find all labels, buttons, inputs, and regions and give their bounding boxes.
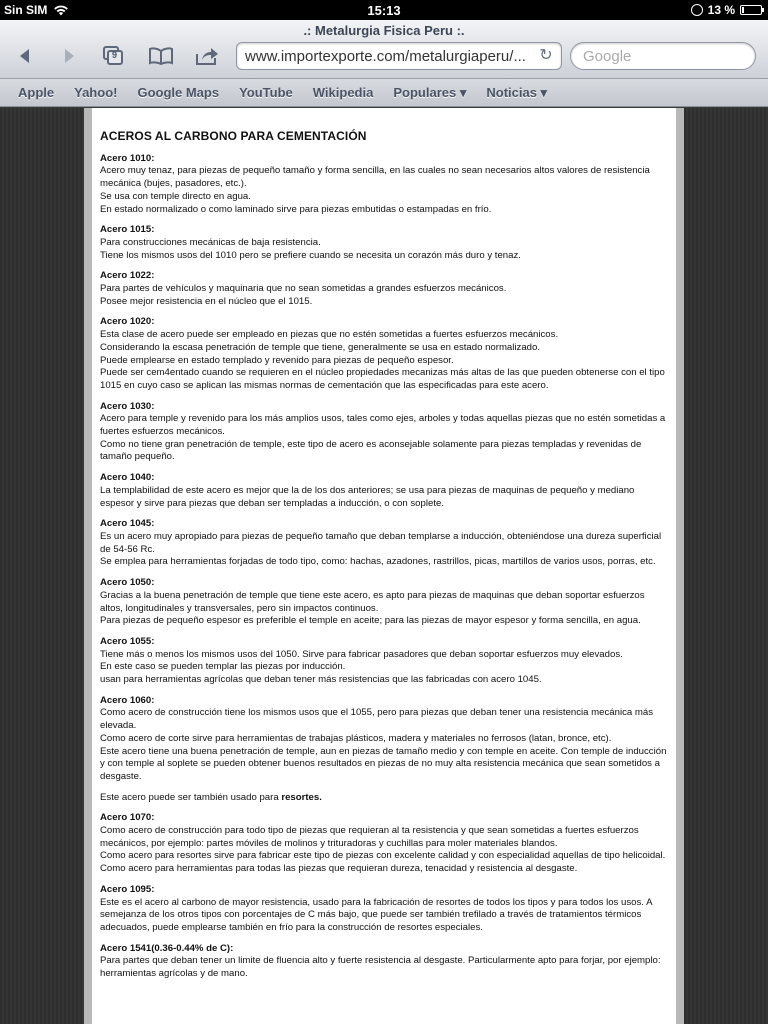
section-paragraph: Esta clase de acero puede ser empleado en piezas que no estén sometidas a fuertes esfuerzos mecánicos.	[100, 329, 559, 341]
article-section	[100, 812, 670, 876]
bookmark-apple[interactable]: Apple	[18, 85, 55, 100]
section-paragraph: En estado normalizado o como laminado sirve para piezas embutidas o estampadas en frío.	[100, 203, 492, 215]
section-heading: Acero 1045:	[100, 518, 155, 530]
note-emphasis: resortes.	[281, 791, 322, 803]
section-heading: Acero 1095:	[100, 883, 155, 895]
section-heading: Acero 1030:	[100, 400, 155, 412]
article-section	[100, 518, 670, 569]
article-section	[100, 224, 670, 262]
section-paragraph: Como no tiene gran penetración de temple, este tipo de acero es aconsejable solamente para piezas templadas y revenidas de tamaño pequeño.	[100, 438, 642, 463]
carrier-label: Sin SIM	[4, 3, 48, 17]
tabs-button[interactable]	[98, 44, 128, 68]
section-paragraph: Como acero para resortes sirve para fabricar este tipo de piezas con excelente calidad y con especialidad aquellas de tipo helicoidal.	[100, 850, 666, 862]
section-paragraph: Puede emplearse en estado templado y revenido para piezas de pequeño espesor.	[100, 354, 454, 366]
section-paragraph: Este acero tiene una buena penetración de temple, aun en piezas de tamaño medio y con temple en aceite. Con temple de inducción y con temple al soplete se pueden obtener buenos resultados en piezas de no muy alta resistencia mecánica que sean sometidos a desgaste.	[100, 745, 667, 782]
section-heading: Acero 1050:	[100, 577, 155, 589]
web-content[interactable]	[92, 108, 676, 1024]
clock: 15:13	[367, 3, 401, 18]
section-note	[100, 792, 670, 805]
section-paragraph: Se emplea para herramientas forjadas de todo tipo, como: hachas, azadones, rastrillos, picas, martillos de varios usos, porras, etc.	[100, 556, 656, 568]
forward-arrow-icon	[60, 47, 78, 65]
section-paragraph: Se usa con temple directo en agua.	[100, 190, 251, 202]
article-section	[100, 401, 670, 465]
browser-toolbar	[0, 20, 768, 79]
section-paragraph: En este caso se pueden templar las piezas por inducción.	[100, 661, 346, 673]
section-heading: Acero 1015:	[100, 224, 155, 236]
article-body	[100, 153, 670, 981]
rotation-lock-icon	[691, 4, 703, 16]
section-paragraph: Como acero de construcción tiene los mismos usos que el 1055, pero para piezas que deban tener una resistencia mecánica más elevada.	[100, 707, 654, 732]
section-paragraph: Para construcciones mecánicas de baja resistencia.	[100, 236, 321, 248]
forward-button[interactable]	[54, 44, 84, 68]
section-paragraph: Como acero de construcción para todo tipo de piezas que requieran al ta resistencia y que sean sometidas a fuertes esfuerzos mecánicos, por ejemplo: partes móviles de molinos y trituradoras y cuchillas para moler materiales blandos.	[100, 825, 639, 849]
section-heading: Acero 1040:	[100, 472, 155, 484]
section-paragraph: Acero para temple y revenido para los más amplios usos, tales como ejes, arboles y todas aquellas piezas que no estén sometidas a fuertes esfuerzos mecánicos.	[100, 413, 666, 438]
page-title: .: Metalurgia Fisica Peru :.	[303, 23, 465, 38]
content-frame-left	[84, 108, 92, 1024]
section-heading: Acero 1022:	[100, 270, 155, 282]
section-heading: Acero 1010:	[100, 152, 155, 164]
article-section	[100, 695, 670, 784]
page-background-left	[0, 108, 84, 1024]
share-icon	[194, 46, 220, 66]
section-heading: Acero 1020:	[100, 316, 155, 328]
section-paragraph: Para piezas de pequeño espesor es preferible el temple en aceite; para las piezas de mayor espesor y forma sencilla, en agua.	[100, 615, 641, 627]
back-arrow-icon	[16, 47, 34, 65]
section-paragraph: Es un acero muy apropiado para piezas de pequeño tamaño que deban templarse a inducción, obteniéndose una dureza superficial de 54-56 Rc.	[100, 530, 662, 555]
article-section	[100, 153, 670, 217]
search-input[interactable]	[570, 42, 756, 70]
content-frame-right	[676, 108, 684, 1024]
search-placeholder: Google	[583, 48, 632, 65]
bookmark-noticias[interactable]: Noticias ▾	[486, 84, 548, 100]
page-background-right	[684, 108, 768, 1024]
section-paragraph: Como acero de corte sirve para herramientas de trabajas plásticos, madera y materiales no ferrosos (latan, bronce, etc).	[100, 732, 612, 744]
battery-percent: 13 %	[707, 3, 735, 17]
share-button[interactable]	[192, 44, 222, 68]
article-section	[100, 472, 670, 510]
section-paragraph: Como acero para herramientas para todas las piezas que requieran dureza, tenacidad y resistencia al desgaste.	[100, 863, 578, 875]
section-paragraph: Este es el acero al carbono de mayor resistencia, usado para la fabricación de resortes de todos los tipos y para todos los usos. A semejanza de los otros tipos con porcentajes de C más bajo, que puede ser también trefilado a través de tratamientos térmicos adecuados, puede emplearse también en frío para la construcción de resortes especiales.	[100, 896, 652, 933]
article-section	[100, 636, 670, 687]
article-section	[100, 792, 670, 805]
section-paragraph: Puede ser cem4entado cuando se requieren en el núcleo propiedades mecanizas más altas de las que pueden obtenerse con el tipo 1015 en cuyo caso se aplican las mismas normas de cementación que las especificadas para este acero.	[100, 367, 665, 391]
section-paragraph: La templabilidad de este acero es mejor que la de los dos anteriores; se usa para piezas de maquinas de pequeño y mediano espesor y sirve para piezas que deban ser templadas a inducción, o con soplete.	[100, 484, 635, 509]
section-paragraph: Tiene más o menos los mismos usos del 1050. Sirve para fabricar pasadores que deban soportar esfuerzos muy elevados.	[100, 648, 623, 660]
section-paragraph: Para partes de vehículos y maquinaria que no sean sometidas a grandes esfuerzos mecánicos.	[100, 283, 507, 295]
section-paragraph: usan para herramientas agrícolas que deban tener más resistencias que las fabricadas con acero 1045.	[100, 674, 542, 686]
url-text: www.importexporte.com/metalurgiaperu/...	[245, 48, 526, 65]
section-heading: Acero 1060:	[100, 694, 155, 706]
status-bar	[0, 0, 768, 20]
tabs-count: 9	[112, 50, 118, 60]
section-heading: Acero 1541(0.36-0.44% de C):	[100, 942, 234, 954]
bookmark-populares[interactable]: Populares ▾	[393, 84, 467, 100]
section-heading: Acero 1055:	[100, 635, 155, 647]
section-paragraph: Posee mejor resistencia en el núcleo que el 1015.	[100, 295, 313, 307]
url-field[interactable]	[236, 42, 562, 70]
bookmark-youtube[interactable]: YouTube	[239, 85, 293, 100]
note-text: Este acero puede ser también usado para	[100, 791, 282, 803]
section-heading: Acero 1070:	[100, 812, 155, 824]
bookmarks-button[interactable]	[146, 44, 176, 68]
battery-icon	[740, 5, 762, 15]
article-section	[100, 270, 670, 308]
section-paragraph: Para partes que deban tener un limite de fluencia alto y fuerte resistencia al desgaste. Particularmente apto para forjar, por ejemplo: herramientas agrícolas y de mano.	[100, 955, 661, 980]
section-paragraph: Acero muy tenaz, para piezas de pequeño tamaño y forma sencilla, en las cuales no sean necesarios altos valores de resistencia mecánica (bujes, pasadores, etc.).	[100, 165, 650, 190]
section-paragraph: Tiene los mismos usos del 1010 pero se prefiere cuando se necesita un corazón más duro y tenaz.	[100, 249, 521, 261]
back-button[interactable]	[10, 44, 40, 68]
section-paragraph: Considerando la escasa penetración de temple que tiene, generalmente se usa en estado normalizado.	[100, 341, 541, 353]
book-icon	[148, 47, 174, 65]
article-section	[100, 316, 670, 392]
section-paragraph: Gracias a la buena penetración de temple que tiene este acero, es apto para piezas de maquinas que deban soportar esfuerzos altos, longitudinales y transversales, pero sin impactos continuos.	[100, 589, 645, 614]
reload-icon[interactable]: ↻	[539, 47, 553, 64]
article-section	[100, 884, 670, 935]
bookmarks-bar	[0, 79, 768, 107]
bookmark-wikipedia[interactable]: Wikipedia	[312, 85, 374, 100]
article-title: ACEROS AL CARBONO PARA CEMENTACIÓN	[100, 129, 367, 143]
bookmark-yahoo[interactable]: Yahoo!	[74, 85, 118, 100]
article-section	[100, 577, 670, 628]
article-section	[100, 943, 670, 981]
bookmark-google-maps[interactable]: Google Maps	[137, 85, 220, 100]
